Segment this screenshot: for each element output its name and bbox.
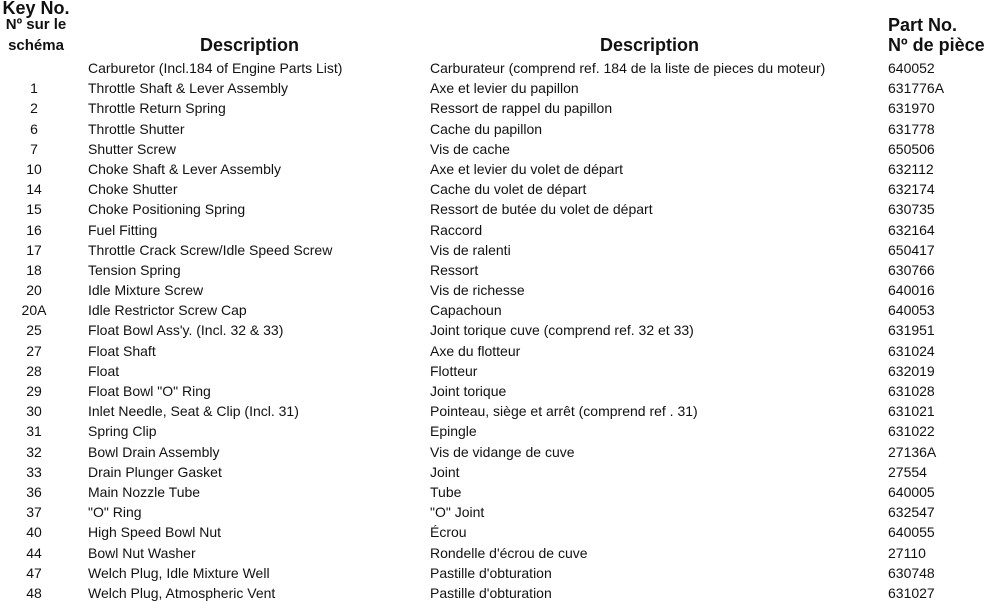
description-fr: Epingle xyxy=(430,423,477,440)
key-number: 1 xyxy=(30,80,38,97)
table-row xyxy=(0,502,992,522)
description-fr: Vis de ralenti xyxy=(430,241,511,258)
table-row xyxy=(0,442,992,462)
key-number: 48 xyxy=(26,584,42,601)
table-row xyxy=(0,341,992,361)
description-fr: Axe du flotteur xyxy=(430,342,521,359)
part-number: 631027 xyxy=(888,584,935,601)
description-en: Carburetor (Incl.184 of Engine Parts List) xyxy=(88,60,343,76)
table-row xyxy=(0,240,992,260)
part-number: 640053 xyxy=(888,302,935,319)
description-fr: Capachoun xyxy=(430,302,502,319)
description-en: Choke Shutter xyxy=(88,181,178,198)
table-row xyxy=(0,159,992,179)
key-number: 2 xyxy=(30,100,38,117)
description-fr: Pastille d'obturation xyxy=(430,564,552,581)
description-fr: Écrou xyxy=(430,524,467,541)
table-row xyxy=(0,543,992,563)
description-fr: Joint torique cuve (comprend ref. 32 et 33) xyxy=(430,322,694,339)
description-fr: Joint xyxy=(430,463,460,480)
description-en: Bowl Nut Washer xyxy=(88,544,196,561)
table-row xyxy=(0,139,992,159)
table-header xyxy=(0,0,992,62)
description-en-header: Description xyxy=(200,35,300,55)
key-number: 32 xyxy=(26,443,42,460)
table-row xyxy=(0,401,992,421)
description-fr: Axe et levier du papillon xyxy=(430,80,579,97)
table-row xyxy=(0,421,992,441)
part-number: 632164 xyxy=(888,221,935,238)
part-number: 632019 xyxy=(888,362,935,379)
part-number: 640055 xyxy=(888,524,935,541)
part-number: 631024 xyxy=(888,342,935,359)
description-en: Float Shaft xyxy=(88,342,156,359)
part-number: 632174 xyxy=(888,181,935,198)
description-en: Welch Plug, Atmospheric Vent xyxy=(88,584,276,601)
key-no-header-line3: schéma xyxy=(8,37,64,54)
key-number: 44 xyxy=(26,544,42,561)
description-fr: Axe et levier du volet de départ xyxy=(430,160,624,177)
part-number: 630735 xyxy=(888,201,935,218)
key-number: 40 xyxy=(26,524,42,541)
description-fr: Joint torique xyxy=(430,383,507,399)
description-fr: Tube xyxy=(430,483,462,500)
table-row xyxy=(0,320,992,340)
description-en: Throttle Shaft & Lever Assembly xyxy=(88,80,288,97)
part-number: 630766 xyxy=(888,261,935,278)
parts-table-body xyxy=(0,58,992,603)
key-number: 27 xyxy=(26,342,42,359)
part-number: 650506 xyxy=(888,140,935,157)
key-number: 18 xyxy=(26,261,42,278)
description-fr: Cache du papillon xyxy=(430,120,543,137)
description-en: Idle Restrictor Screw Cap xyxy=(88,302,247,319)
key-number: 31 xyxy=(26,423,42,440)
description-en: Main Nozzle Tube xyxy=(88,483,201,500)
description-fr: Raccord xyxy=(430,221,483,238)
part-number: 632547 xyxy=(888,504,935,521)
part-number: 631970 xyxy=(888,100,935,117)
description-en: Throttle Return Spring xyxy=(88,100,226,117)
key-number: 29 xyxy=(26,383,42,399)
key-number: 25 xyxy=(26,322,42,339)
part-no-header-line2: Nº de pièce xyxy=(888,35,985,55)
key-number: 17 xyxy=(26,241,42,258)
part-number: 27136A xyxy=(888,443,937,460)
description-en: Throttle Crack Screw/Idle Speed Screw xyxy=(88,241,333,258)
description-fr: Ressort xyxy=(430,261,479,278)
description-en: Idle Mixture Screw xyxy=(88,282,204,299)
key-number: 6 xyxy=(30,120,38,137)
description-en: Spring Clip xyxy=(88,423,157,440)
description-en: Inlet Needle, Seat & Clip (Incl. 31) xyxy=(88,403,299,420)
key-number: 28 xyxy=(26,362,42,379)
description-en: Tension Spring xyxy=(88,261,181,278)
description-en: Choke Positioning Spring xyxy=(88,201,246,218)
description-en: Drain Plunger Gasket xyxy=(88,463,222,480)
description-fr: Pointeau, siège et arrêt (comprend ref . 31) xyxy=(430,403,698,420)
table-row xyxy=(0,381,992,401)
part-number: 27554 xyxy=(888,463,927,480)
key-number: 15 xyxy=(26,201,42,218)
table-row xyxy=(0,482,992,502)
description-en: Float xyxy=(88,362,120,379)
part-number: 27110 xyxy=(888,544,926,561)
part-no-header-line1: Part No. xyxy=(888,15,958,35)
table-row xyxy=(0,220,992,240)
key-number: 10 xyxy=(26,160,42,177)
description-en: High Speed Bowl Nut xyxy=(88,524,222,541)
table-row xyxy=(0,522,992,542)
part-number: 631021 xyxy=(888,403,935,420)
key-number: 47 xyxy=(26,564,42,581)
table-row xyxy=(0,300,992,320)
part-number: 640052 xyxy=(888,60,935,76)
description-fr: Vis de richesse xyxy=(430,282,525,299)
table-row xyxy=(0,583,992,603)
table-row xyxy=(0,361,992,381)
description-en: Float Bowl "O" Ring xyxy=(88,383,211,399)
key-number: 14 xyxy=(26,181,42,198)
part-number: 631028 xyxy=(888,383,935,399)
part-number: 631022 xyxy=(888,423,935,440)
table-row xyxy=(0,199,992,219)
part-number: 640005 xyxy=(888,483,935,500)
table-row xyxy=(0,179,992,199)
key-number: 33 xyxy=(26,463,42,480)
description-fr: Cache du volet de départ xyxy=(430,181,587,198)
part-number: 631951 xyxy=(888,322,935,339)
key-number: 37 xyxy=(26,504,42,521)
description-fr: Ressort de butée du volet de départ xyxy=(430,201,653,218)
part-number: 630748 xyxy=(888,564,935,581)
key-number: 30 xyxy=(26,403,42,420)
description-fr-header: Description xyxy=(600,35,700,55)
table-row xyxy=(0,78,992,98)
part-number: 640016 xyxy=(888,282,935,299)
description-fr: Vis de cache xyxy=(430,140,510,157)
table-row xyxy=(0,58,992,78)
key-no-header-line1: Key No. xyxy=(2,0,70,18)
description-fr: Rondelle d'écrou de cuve xyxy=(430,544,588,561)
part-number: 631776A xyxy=(888,80,945,97)
table-row xyxy=(0,280,992,300)
description-fr: Pastille d'obturation xyxy=(430,584,552,601)
key-no-header-line2: Nº sur le xyxy=(5,16,67,33)
table-row xyxy=(0,563,992,583)
description-en: Bowl Drain Assembly xyxy=(88,443,220,460)
part-number: 650417 xyxy=(888,241,935,258)
part-number: 631778 xyxy=(888,120,935,137)
table-row xyxy=(0,260,992,280)
key-number: 7 xyxy=(30,140,38,157)
description-en: Fuel Fitting xyxy=(88,221,158,238)
description-fr: "O" Joint xyxy=(430,504,485,521)
table-row xyxy=(0,119,992,139)
description-fr: Carburateur (comprend ref. 184 de la liste de pieces du moteur) xyxy=(430,60,826,76)
table-row xyxy=(0,462,992,482)
table-row xyxy=(0,98,992,118)
description-en: Throttle Shutter xyxy=(88,120,185,137)
description-en: Shutter Screw xyxy=(88,140,176,157)
part-number: 632112 xyxy=(888,160,934,177)
description-fr: Ressort de rappel du papillon xyxy=(430,100,613,117)
description-fr: Flotteur xyxy=(430,362,478,379)
description-en: Float Bowl Ass'y. (Incl. 32 & 33) xyxy=(88,322,284,339)
description-en: Choke Shaft & Lever Assembly xyxy=(88,160,281,177)
key-number: 36 xyxy=(26,483,42,500)
description-en: "O" Ring xyxy=(88,504,142,521)
key-number: 20A xyxy=(21,302,47,319)
description-fr: Vis de vidange de cuve xyxy=(430,443,575,460)
key-number: 20 xyxy=(26,282,42,299)
key-number: 16 xyxy=(26,221,42,238)
description-en: Welch Plug, Idle Mixture Well xyxy=(88,564,270,581)
